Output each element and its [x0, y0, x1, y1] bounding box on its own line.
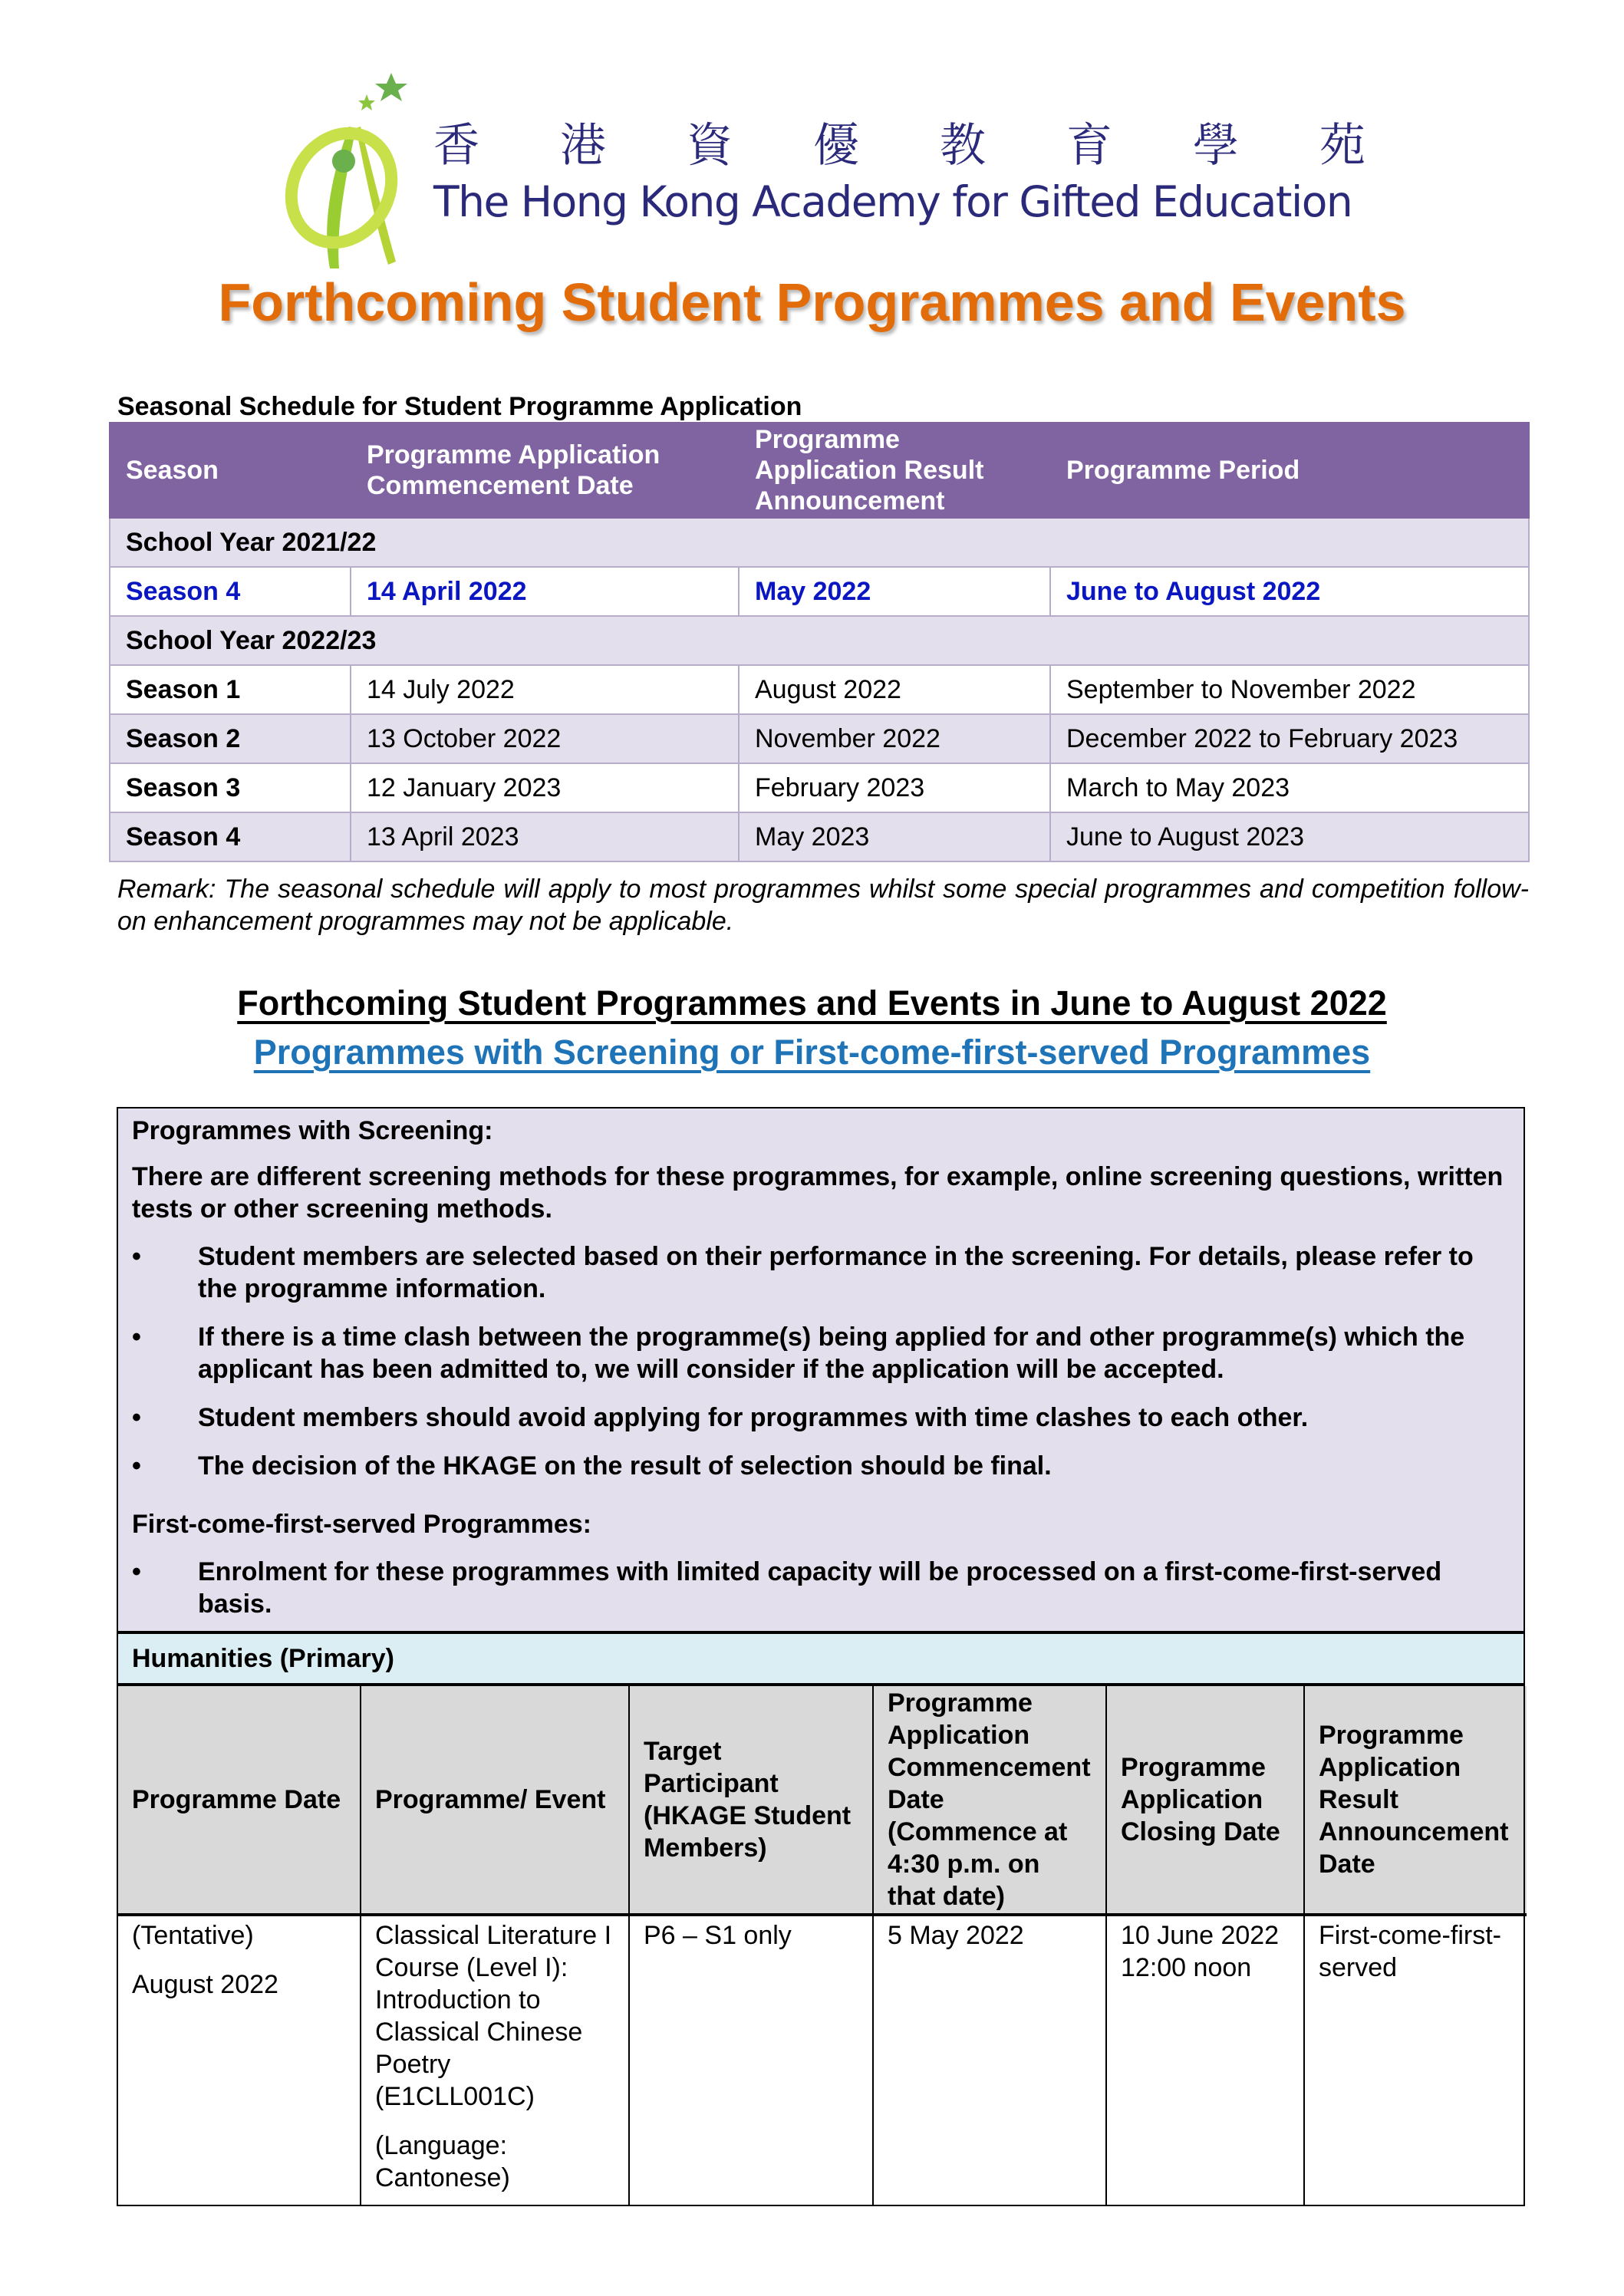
school-year-label: School Year 2021/22: [110, 518, 1529, 567]
list-item: [132, 1450, 1510, 1482]
commencement-date-cell: 5 May 2022: [873, 1915, 1106, 2205]
commencement-cell: 13 October 2022: [351, 714, 739, 763]
announcement-cell: November 2022: [739, 714, 1050, 763]
list-item: [132, 1240, 1510, 1305]
schedule-caption: Seasonal Schedule for Student Programme Application: [117, 392, 802, 421]
logo-char: 學: [1193, 119, 1239, 173]
announcement-cell: May 2023: [739, 812, 1050, 861]
bullet-icon: •: [132, 1451, 141, 1481]
bullet-icon: •: [132, 1242, 141, 1271]
season-cell: Season 1: [110, 665, 351, 714]
schedule-remark: Remark: The seasonal schedule will apply to most programmes whilst some special programmes and competition follow-on enhancement programmes may not be applicable.: [117, 875, 1529, 936]
logo-char: 香: [433, 119, 479, 173]
section-subtitle-text: Programmes with Screening or First-come-first-served Programmes: [253, 1033, 1371, 1072]
schedule-row: [110, 763, 1529, 812]
commencement-cell: 14 April 2022: [351, 567, 739, 616]
table-row: [118, 1915, 1527, 2205]
category-label: Humanities (Primary): [117, 1632, 1524, 1685]
programme-header-row: [118, 1686, 1527, 1915]
target-participant-cell: P6 – S1 only: [629, 1915, 873, 2205]
academy-name-chinese: [433, 119, 1365, 173]
season-cell: Season 3: [110, 763, 351, 812]
programme-language: (Language: Cantonese): [375, 2131, 510, 2192]
closing-time: 12:00 noon: [1121, 1953, 1252, 1982]
period-cell: December 2022 to February 2023: [1050, 714, 1529, 763]
section-subtitle: [0, 1031, 1624, 1074]
announcement-cell: August 2022: [739, 665, 1050, 714]
bullet-icon: •: [132, 1557, 141, 1586]
date-note: (Tentative): [132, 1921, 254, 1950]
column-header: Programme Application Commencement Date: [351, 423, 739, 518]
column-header: Programme Period: [1050, 423, 1529, 518]
page-title: Forthcoming Student Programmes and Events: [218, 272, 1406, 332]
period-cell: March to May 2023: [1050, 763, 1529, 812]
programme-table: [118, 1686, 1527, 2205]
school-year-row: [110, 518, 1529, 567]
logo-char: 苑: [1319, 119, 1365, 173]
list-item-text: If there is a time clash between the programme(s) being applied for and other programme(s) which the applicant has been admitted to, we will consider if the application will be accepted.: [198, 1323, 1465, 1384]
screening-info-box: [117, 1108, 1524, 1632]
closing-date-cell: [1106, 1915, 1304, 2205]
column-header: Target Participant (HKAGE Student Members): [629, 1686, 873, 1915]
logo-char: 優: [813, 119, 859, 173]
logo-char: 育: [1066, 119, 1112, 173]
column-header: Programme Date: [118, 1686, 361, 1915]
section-title-text: Forthcoming Student Programmes and Events in June to August 2022: [237, 983, 1387, 1023]
programme-info-table: [117, 1107, 1525, 2206]
commencement-cell: 13 April 2023: [351, 812, 739, 861]
season-cell: Season 2: [110, 714, 351, 763]
academy-logo: [276, 73, 1373, 272]
column-header: Programme Application Closing Date: [1106, 1686, 1304, 1915]
bullet-icon: •: [132, 1403, 141, 1432]
announcement-cell: February 2023: [739, 763, 1050, 812]
commencement-cell: 14 July 2022: [351, 665, 739, 714]
announcement-cell: May 2022: [739, 567, 1050, 616]
list-item: [132, 1556, 1510, 1620]
screening-intro: There are different screening methods for these programmes, for example, online screening questions, written tests or other screening methods.: [132, 1162, 1504, 1224]
logo-char: 教: [940, 119, 986, 173]
logo-char: 港: [560, 119, 606, 173]
season-cell: Season 4: [110, 812, 351, 861]
schedule-row: [110, 714, 1529, 763]
column-header: Programme Application Result Announcement Date: [1304, 1686, 1527, 1915]
list-item-text: Student members are selected based on their performance in the screening. For details, please refer to the programme information.: [198, 1242, 1474, 1303]
fcfs-heading: First-come-first-served Programmes:: [132, 1510, 591, 1539]
column-header: Season: [110, 423, 351, 518]
screening-heading: Programmes with Screening:: [132, 1116, 493, 1145]
fcfs-points-list: [132, 1556, 1510, 1620]
academy-name-english: The Hong Kong Academy for Gifted Education: [433, 177, 1352, 226]
school-year-row: [110, 616, 1529, 665]
programme-table-wrapper: [117, 1685, 1524, 2205]
list-item-text: Student members should avoid applying for programmes with time clashes to each other.: [198, 1403, 1309, 1432]
schedule-header-row: [110, 423, 1529, 518]
bullet-icon: •: [132, 1323, 141, 1352]
period-cell: June to August 2022: [1050, 567, 1529, 616]
logo-char: 資: [687, 119, 733, 173]
programme-event-cell: [361, 1915, 629, 2205]
column-header: Programme Application Result Announcement: [739, 423, 1050, 518]
period-cell: June to August 2023: [1050, 812, 1529, 861]
commencement-cell: 12 January 2023: [351, 763, 739, 812]
column-header: Programme/ Event: [361, 1686, 629, 1915]
schedule-row-current: [110, 567, 1529, 616]
list-item: [132, 1321, 1510, 1385]
screening-points-list: [132, 1240, 1510, 1482]
seasonal-schedule-table: [109, 422, 1530, 862]
season-cell: Season 4: [110, 567, 351, 616]
column-header: Programme Application Commencement Date (Commence at 4:30 p.m. on that date): [873, 1686, 1106, 1915]
announcement-date-cell: First-come-first-served: [1304, 1915, 1527, 2205]
programme-event-name: Classical Literature I Course (Level I): Introduction to Classical Chinese Poetry (E1CLL001C): [375, 1921, 612, 2111]
list-item-text: The decision of the HKAGE on the result of selection should be final.: [198, 1451, 1052, 1481]
programme-date-cell: [118, 1915, 361, 2205]
period-cell: September to November 2022: [1050, 665, 1529, 714]
list-item: [132, 1402, 1510, 1434]
school-year-label: School Year 2022/23: [110, 616, 1529, 665]
schedule-row: [110, 665, 1529, 714]
academy-logo-mark-icon: [276, 73, 430, 272]
schedule-row: [110, 812, 1529, 861]
programme-date: August 2022: [132, 1970, 278, 1999]
list-item-text: Enrolment for these programmes with limited capacity will be processed on a first-come-first-served basis.: [198, 1557, 1442, 1619]
section-title: [0, 982, 1624, 1025]
closing-date: 10 June 2022: [1121, 1921, 1280, 1950]
